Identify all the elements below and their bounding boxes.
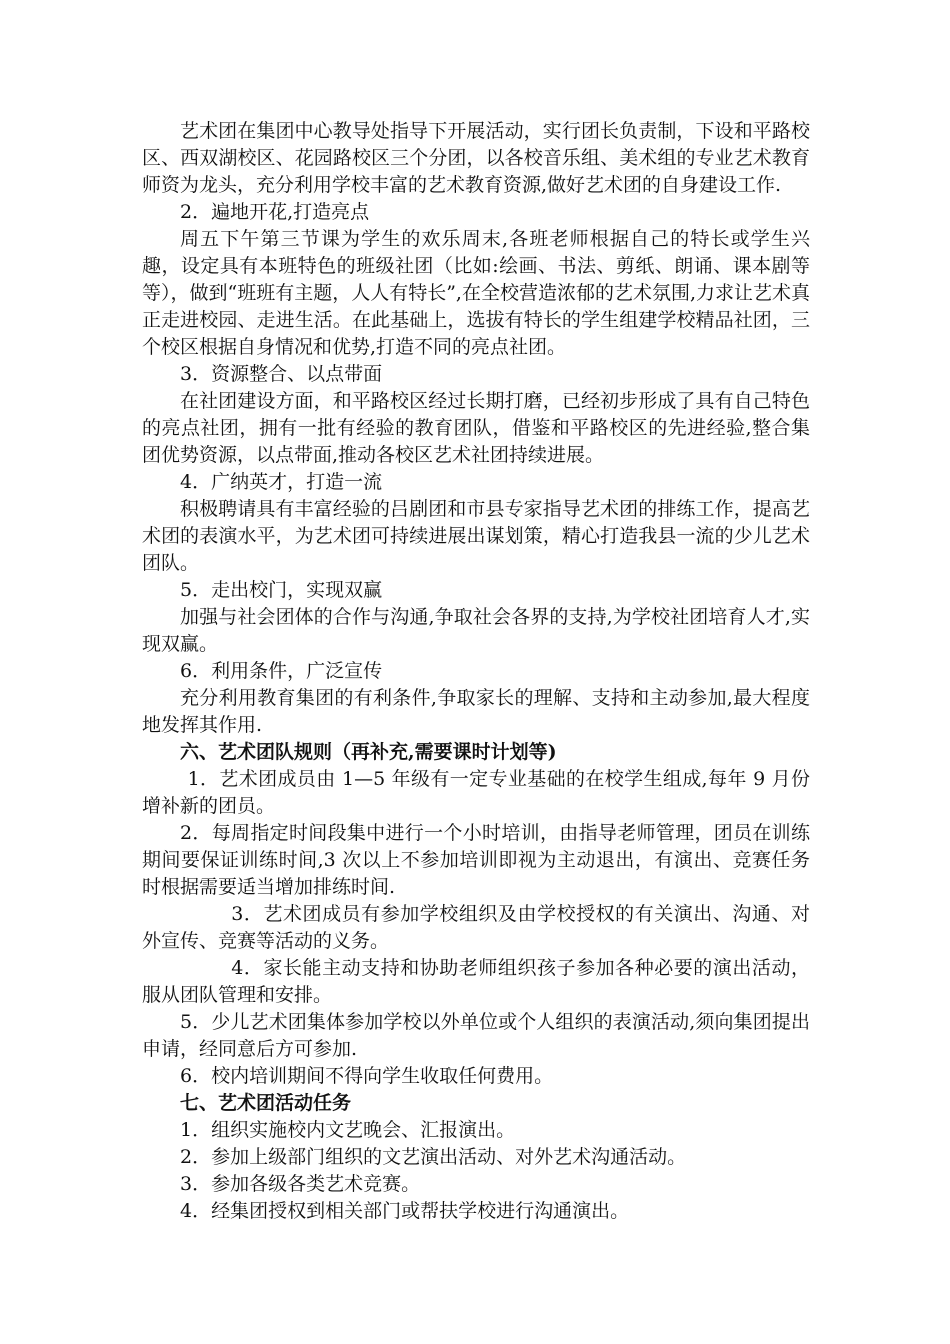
paragraph-3: 在社团建设方面，和平路校区经过长期打磨，已经初步形成了具有自己特色的亮点社团，拥有一批有经验的教育团队，借鉴和平路校区的先进经验,整合集团优势资源，以点带面,推动各校区艺术社团持续进展。 xyxy=(142,390,810,466)
rule-5: 5．少儿艺术团集体参加学校以外单位或个人组织的表演活动,须向集团提出申请，经同意后方可参加. xyxy=(142,1011,810,1060)
section-heading-7: 七、艺术团活动任务 xyxy=(180,1092,352,1114)
subheading-4: 4．广纳英才，打造一流 xyxy=(180,471,383,493)
paragraph-6: 充分利用教育集团的有利条件,争取家长的理解、支持和主动参加,最大程度地发挥其作用. xyxy=(142,687,810,736)
task-3: 3．参加各级各类艺术竞赛。 xyxy=(180,1173,421,1195)
paragraph-2: 周五下午第三节课为学生的欢乐周末,各班老师根据自己的特长或学生兴趣，设定具有本班特色的班级社团（比如:绘画、书法、剪纸、朗诵、课本剧等等），做到“班班有主题，人人有特长”,在全校营造浓郁的艺术氛围,力求让艺术真正走进校园、走进生活。在此基础上，选拔有特长的学生组建学校精品社团，三个校区根据自身情况和优势,打造不同的亮点社团。 xyxy=(142,228,811,358)
task-4: 4．经集团授权到相关部门或帮扶学校进行沟通演出。 xyxy=(180,1200,630,1222)
paragraph-4: 积极聘请具有丰富经验的吕剧团和市县专家指导艺术团的排练工作，提高艺术团的表演水平，为艺术团可持续进展出谋划策，精心打造我县一流的少儿艺术团队。 xyxy=(142,498,810,574)
task-1: 1．组织实施校内文艺晚会、汇报演出。 xyxy=(180,1119,516,1141)
paragraph-5: 加强与社会团体的合作与沟通,争取社会各界的支持,为学校社团培育人才,实现双赢。 xyxy=(142,606,810,655)
subheading-2: 2．遍地开花,打造亮点 xyxy=(180,201,370,223)
subheading-5: 5．走出校门，实现双赢 xyxy=(180,579,383,601)
task-2: 2．参加上级部门组织的文艺演出活动、对外艺术沟通活动。 xyxy=(180,1146,687,1168)
subheading-3: 3．资源整合、以点带面 xyxy=(180,363,383,385)
rule-6: 6．校内培训期间不得向学生收取任何费用。 xyxy=(180,1065,554,1087)
rule-2: 2．每周指定时间段集中进行一个小时培训，由指导老师管理，团员在训练期间要保证训练时间,3 次以上不参加培训即视为主动退出，有演出、竞赛任务时根据需要适当增加排练时间. xyxy=(142,822,810,898)
paragraph-intro: 艺术团在集团中心教导处指导下开展活动，实行团长负责制，下设和平路校区、西双湖校区、花园路校区三个分团，以各校音乐组、美术组的专业艺术教育师资为龙头，充分利用学校丰富的艺术教育资源,做好艺术团的自身建设工作. xyxy=(142,120,810,196)
rule-4: 4．家长能主动支持和协助老师组织孩子参加各种必要的演出活动，服从团队管理和安排。 xyxy=(142,957,810,1006)
section-heading-6: 六、艺术团队规则（再补充,需要课时计划等) xyxy=(180,741,557,763)
rule-3: 3．艺术团成员有参加学校组织及由学校授权的有关演出、沟通、对外宣传、竞赛等活动的义务。 xyxy=(142,903,810,952)
subheading-6: 6．利用条件，广泛宣传 xyxy=(180,660,383,682)
rule-1: 1．艺术团成员由 1—5 年级有一定专业基础的在校学生组成,每年 9 月份增补新的团员。 xyxy=(142,768,810,817)
